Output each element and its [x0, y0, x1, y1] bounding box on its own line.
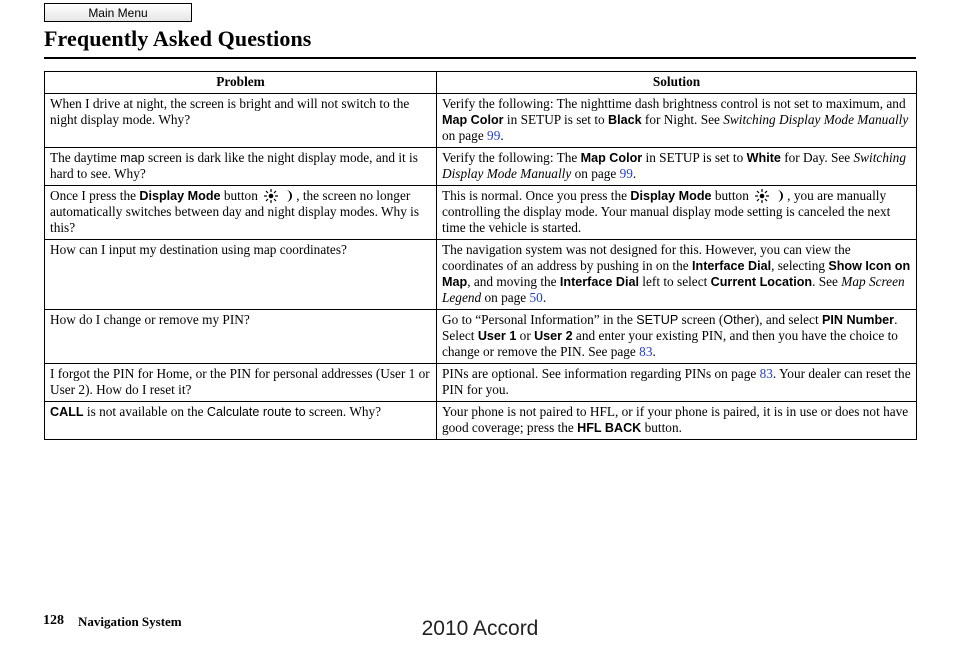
ui-term: map [120, 151, 145, 165]
section-reference: Switching Display Mode Manually [723, 112, 909, 127]
page-number: 128 [43, 613, 64, 628]
ui-term: Interface Dial [559, 275, 639, 289]
table-header-row [45, 72, 917, 94]
page-link[interactable]: 50 [529, 290, 543, 305]
watermark: 2010 Accord [421, 617, 539, 640]
page-link[interactable]: 83 [759, 366, 773, 381]
ui-term: Current Location [710, 275, 813, 289]
table-row [45, 94, 917, 148]
solution-cell: PINs are optional. See information regarding PINs on page 83. Your dealer can reset the PIN for you. [437, 364, 917, 402]
ui-term: Map Color [580, 151, 643, 165]
table-row [45, 240, 917, 310]
section-reference: Switching Display Mode Manually [442, 150, 906, 181]
faq-table [44, 71, 917, 440]
section-reference: Map Screen Legend [442, 274, 905, 305]
ui-term: Map Color [442, 113, 504, 127]
ui-term: Display Mode [630, 189, 712, 203]
ui-term: White [746, 151, 781, 165]
ui-term: Other [723, 313, 755, 327]
problem-cell: How can I input my destination using map coordinates? [45, 240, 437, 310]
solution-cell: The navigation system was not designed for this. However, you can view the coordinates of an address by pushing in on the Interface Dial, selecting Show Icon on Map, and moving the Interface Dial left to select Current Location. See Map Screen Legend on page 50. [437, 240, 917, 310]
problem-cell: Once I press the Display Mode button , the screen no longer automatically switches between day and night display modes. Why is this? [45, 186, 437, 240]
problem-cell: CALL is not available on the Calculate route to screen. Why? [45, 402, 437, 440]
sun-icon [754, 189, 770, 203]
ui-term: Black [608, 113, 642, 127]
table-row [45, 310, 917, 364]
table-row [45, 186, 917, 240]
day-night-icon [263, 189, 294, 203]
ui-term: PIN Number [821, 313, 895, 327]
day-night-icon [754, 189, 785, 203]
page-link[interactable]: 99 [619, 166, 633, 181]
title-divider [44, 57, 916, 59]
solution-cell: Verify the following: The nighttime dash brightness control is not set to maximum, and Map Color in SETUP is set to Black for Night. See Switching Display Mode Manually on page 99. [437, 94, 917, 148]
ui-term: SETUP [636, 313, 679, 327]
main-menu-button[interactable]: Main Menu [44, 3, 192, 22]
problem-cell: When I drive at night, the screen is bright and will not switch to the night display mode. Why? [45, 94, 437, 148]
page-link[interactable]: 99 [487, 128, 501, 143]
solution-cell: This is normal. Once you press the Display Mode button , you are manually controlling the display mode. Your manual display mode setting is canceled the next time the vehicle is started. [437, 186, 917, 240]
problem-cell: I forgot the PIN for Home, or the PIN for personal addresses (User 1 or User 2). How do I reset it? [45, 364, 437, 402]
ui-term: Show Icon on Map [442, 259, 911, 289]
ui-term: User 2 [534, 329, 573, 343]
problem-cell: How do I change or remove my PIN? [45, 310, 437, 364]
ui-term: Display Mode [139, 189, 221, 203]
ui-term: Calculate route to [206, 405, 306, 419]
footer-section-title: Navigation System [78, 614, 182, 629]
moon-icon [775, 189, 785, 203]
problem-cell: The daytime map screen is dark like the night display mode, and it is hard to see. Why? [45, 148, 437, 186]
sun-icon [263, 189, 279, 203]
table-row [45, 148, 917, 186]
table-row [45, 364, 917, 402]
page-title: Frequently Asked Questions [44, 26, 312, 51]
moon-icon [284, 189, 294, 203]
ui-term: HFL BACK [577, 421, 642, 435]
solution-cell: Verify the following: The Map Color in SETUP is set to White for Day. See Switching Display Mode Manually on page 99. [437, 148, 917, 186]
solution-cell: Go to “Personal Information” in the SETUP screen (Other), and select PIN Number. Select User 1 or User 2 and enter your existing PIN, and then you have the choice to change or remove the PIN. See page 83. [437, 310, 917, 364]
solution-cell: Your phone is not paired to HFL, or if your phone is paired, it is in use or does not have good coverage; press the HFL BACK button. [437, 402, 917, 440]
problem-column-header: Problem [45, 72, 437, 94]
table-row [45, 402, 917, 440]
ui-term: CALL [50, 405, 84, 419]
solution-column-header: Solution [437, 72, 917, 94]
ui-term: User 1 [477, 329, 517, 343]
page-link[interactable]: 83 [639, 344, 653, 359]
ui-term: Interface Dial [692, 259, 772, 273]
